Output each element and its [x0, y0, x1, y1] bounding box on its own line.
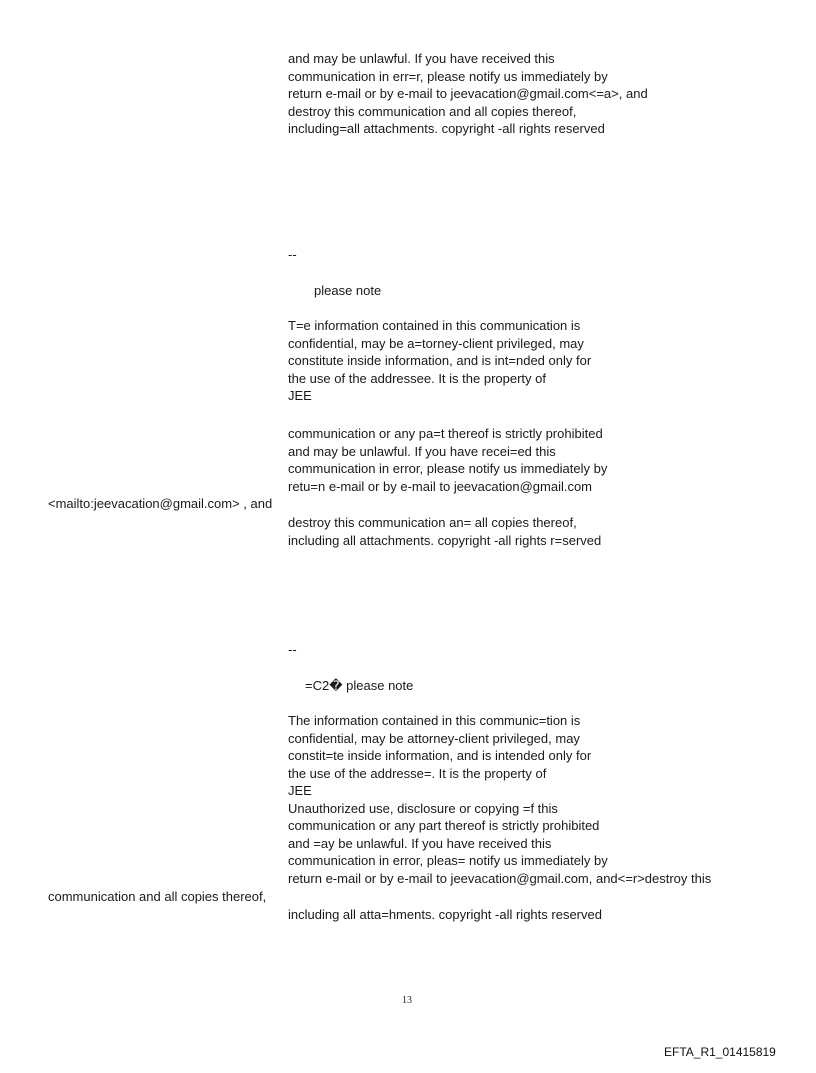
- text-line: destroy this communication an= all copies thereof,: [288, 515, 577, 530]
- page-number: 13: [402, 995, 412, 1006]
- text-line: and may be unlawful. If you have recei=ed this: [288, 444, 556, 459]
- text-line: including all atta=hments. copyright -all rights reserved: [288, 907, 602, 922]
- heading: please note: [314, 283, 382, 298]
- text-line: return e-mail or by e-mail to jeevacation@gmail.com<=a>, and: [288, 86, 648, 101]
- text-line: retu=n e-mail or by e-mail to jeevacation@gmail.com: [288, 479, 593, 494]
- text-line: T=e information contained in this communication is: [288, 318, 581, 333]
- text-line: including all attachments. copyright -all rights r=served: [288, 533, 602, 548]
- text-line: the use of the addresse=. It is the property of: [288, 766, 547, 781]
- text-line: communication in error, please notify us immediately by: [288, 461, 608, 476]
- text-line: confidential, may be attorney-client privileged, may: [288, 731, 580, 746]
- separator: --: [288, 247, 297, 262]
- document-id: EFTA_R1_01415819: [664, 1045, 776, 1059]
- text-line: and =ay be unlawful. If you have received this: [288, 836, 552, 851]
- heading: =C2� please note: [305, 678, 414, 693]
- text-line: including=all attachments. copyright -all rights reserved: [288, 121, 605, 136]
- text-line: JEE: [288, 388, 312, 403]
- text-line: the use of the addressee. It is the property of: [288, 371, 546, 386]
- text-line: communication or any part thereof is strictly prohibited: [288, 818, 600, 833]
- text-line: destroy this communication and all copies thereof,: [288, 104, 577, 119]
- text-line: return e-mail or by e-mail to jeevacation@gmail.com, and<=r>destroy this: [288, 871, 712, 886]
- text-line: communication in err=r, please notify us immediately by: [288, 69, 608, 84]
- text-line: constitute inside information, and is int=nded only for: [288, 353, 592, 368]
- margin-note: communication and all copies thereof,: [48, 889, 267, 904]
- separator: --: [288, 642, 297, 657]
- text-line: communication or any pa=t thereof is strictly prohibited: [288, 426, 603, 441]
- text-line: communication in error, pleas= notify us immediately by: [288, 853, 608, 868]
- text-line: Unauthorized use, disclosure or copying =f this: [288, 801, 558, 816]
- text-line: and may be unlawful. If you have received this: [288, 51, 555, 66]
- text-line: The information contained in this communic=tion is: [288, 713, 581, 728]
- text-line: JEE: [288, 783, 312, 798]
- text-line: confidential, may be a=torney-client privileged, may: [288, 336, 584, 351]
- text-line: constit=te inside information, and is intended only for: [288, 748, 592, 763]
- margin-note: <mailto:jeevacation@gmail.com> , and: [48, 496, 273, 511]
